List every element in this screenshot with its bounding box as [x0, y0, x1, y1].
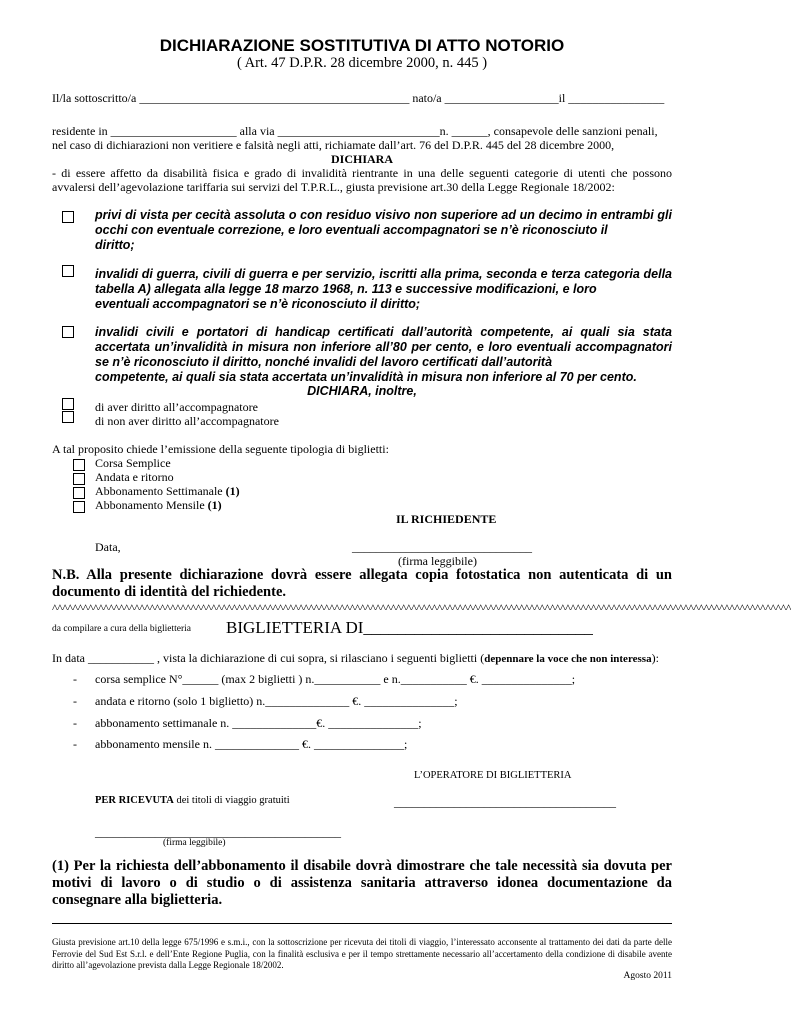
ticket-mensile-text: Abbonamento Mensile — [95, 498, 208, 512]
footnote-text: (1) Per la richiesta dell’abbonamento il disabile dovrà dimostrare che tale necessità sia dovuta per motivi di lavoro o di studio o di assistenza sanitaria attraverso idonea documentazione da consegnare alla biglietteria. — [52, 858, 672, 908]
item-dash-3: - — [73, 716, 77, 730]
category-1-body: privi di vista per cecità assoluta o con residuo visivo non superiore ad un decimo in entrambi gli occhi con eventuale correzione, e loro eventuali accompagnatori se n’è riconosciuto il — [95, 208, 672, 237]
in-data-bold: depennare la voce che non interessa — [484, 653, 652, 665]
dichiara-heading: DICHIARA — [330, 152, 393, 166]
accompagnatore-no-checkbox[interactable] — [62, 411, 74, 423]
tickets-intro: A tal proposito chiede l’emissione della seguente tipologia di biglietti: — [52, 442, 389, 456]
nb-notice: N.B. Alla presente dichiarazione dovrà essere allegata copia fotostatica non autenticata di un documento di identità del richiedente. — [52, 567, 672, 600]
item-dash-4: - — [73, 737, 77, 751]
ticket-mensile-footnote-mark: (1) — [207, 498, 222, 512]
category-1-text — [95, 208, 672, 253]
ricevuta-signature-line[interactable]: _________________________________________ — [95, 825, 341, 839]
document-subtitle: ( Art. 47 D.P.R. 28 dicembre 2000, n. 445 ) — [236, 55, 488, 71]
item-dash-1: - — [73, 672, 77, 686]
in-data-text: In data ___________ , vista la dichiarazione di cui sopra, si rilasciano i seguenti biglietti ( — [52, 651, 485, 665]
dichiara-text: - di essere affetto da disabilità fisica e grado di invalidità rientrante in una delle seguenti categorie di utenti che possono avvalersi dell’agevolazione tariffaria sui servizi del T.P.R.L., giusta previsione art.30 della Legge Regionale 18/2002: — [52, 166, 672, 194]
ticket-mensile-checkbox[interactable] — [73, 501, 85, 513]
personal-line-awareness: nel caso di dichiarazioni non veritiere e falsità negli atti, richiamate dall’art. 76 del D.P.R. 445 del 28 dicembre 2000, — [52, 138, 615, 152]
ticket-settimanale-footnote-mark: (1) — [225, 484, 240, 498]
category-3-body: invalidi civili e portatori di handicap certificati dall’autorità competente, ai quali sia stata accertata un’invalidità in misura non inferiore all’80 per cento, e loro eventuali accompagnatori se n’è riconosciuto il diritto, nonché invalidi del lavoro certificati dall’autorità — [95, 325, 672, 369]
inoltre-heading: DICHIARA, inoltre, — [307, 384, 417, 398]
operatore-label: L’OPERATORE DI BIGLIETTERIA — [414, 770, 572, 781]
biglietteria-caption: da compilare a cura della biglietteria — [52, 624, 191, 634]
category-2-checkbox[interactable] — [62, 265, 74, 277]
category-2-body: invalidi di guerra, civili di guerra e per servizio, iscritti alla prima, seconda e terza categoria della tabella A) allegata alla legge 18 marzo 1968, n. 113 e successive modificazioni, e loro — [95, 267, 672, 296]
category-2-text — [95, 267, 672, 312]
category-1-end: diritto; — [95, 238, 135, 252]
ticket-andata-ritorno-label: Andata e ritorno — [95, 470, 174, 484]
category-3-checkbox[interactable] — [62, 326, 74, 338]
item-mensile: abbonamento mensile n. ______________ €. _______________; — [95, 737, 408, 751]
privacy-notice: Giusta previsione art.10 della legge 675/1996 e s.m.i., con la sottoscrizione per ricevuta dei titoli di viaggio, l’interessato acconsente al trattamento dei dati da parte delle Ferrovie del Sud Est S.r.l. e dell’Ente Regione Puglia, con la finalità esclusiva e per il tempo strettamente necessario all’accertamento della condizione di disabile avente diritto all’agevolazione prevista dalla Legge Regionale 18/2002. — [52, 937, 672, 970]
item-dash-2: - — [73, 694, 77, 708]
ricevuta-rest: dei titoli di viaggio gratuiti — [173, 795, 290, 806]
category-3-end: competente, ai quali sia stata accertata un’invalidità in misura non inferiore al 70 per cento. — [95, 370, 637, 384]
category-1-checkbox[interactable] — [62, 211, 74, 223]
ticket-andata-ritorno-checkbox[interactable] — [73, 473, 85, 485]
ricevuta-line — [95, 795, 290, 806]
personal-line-name: Il/la sottoscritto/a _____________________________________________ nato/a ___________________il ________________ — [52, 91, 665, 105]
operatore-signature-line[interactable]: _____________________________________ — [394, 795, 616, 809]
category-3-text — [95, 325, 672, 385]
item-corsa-semplice: corsa semplice N°______ (max 2 biglietti ) n.___________ e n.___________ €. _______________; — [95, 672, 576, 686]
item-settimanale: abbonamento settimanale n. ______________€. _______________; — [95, 716, 422, 730]
richiedente-label: IL RICHIEDENTE — [396, 512, 497, 526]
ticket-settimanale-label — [95, 484, 240, 498]
accompagnatore-yes-label: di aver diritto all’accompagnatore — [95, 400, 258, 414]
in-data-end: ): — [651, 651, 659, 665]
richiedente-firma-caption: (firma leggibile) — [398, 554, 477, 568]
in-data-line — [52, 651, 659, 666]
ricevuta-bold: PER RICEVUTA — [95, 795, 174, 806]
item-andata-ritorno: andata e ritorno (solo 1 biglietto) n.______________ €. _______________; — [95, 694, 458, 708]
ticket-settimanale-text: Abbonamento Settimanale — [95, 484, 226, 498]
separator-waves: ^^^^^^^^^^^^^^^^^^^^^^^^^^^^^^^^^^^^^^^^^^^^^^^^^^^^^^^^^^^^^^^^^^^^^^^^^^^^^^^^^^^^^^^^^^^^^^^^^^^^^^^^^^^^^^^^^^^^^^^^^^^^^^^^^^^^^^^^^^^^^^^^ — [52, 601, 791, 615]
ticket-corsa-semplice-checkbox[interactable] — [73, 459, 85, 471]
accompanatore-yes-checkbox[interactable] — [62, 398, 74, 410]
accompagnatore-no-label: di non aver diritto all’accompagnatore — [95, 414, 279, 428]
document-date: Agosto 2011 — [623, 971, 672, 981]
category-2-end: eventuali accompagnatori se n’è riconosciuto il diritto; — [95, 297, 421, 311]
richiedente-signature-line[interactable]: ______________________________ — [352, 540, 532, 554]
ticket-mensile-label — [95, 498, 222, 512]
ticket-settimanale-checkbox[interactable] — [73, 487, 85, 499]
footer-divider — [52, 923, 672, 924]
ticket-corsa-semplice-label: Corsa Semplice — [95, 456, 171, 470]
document-title: DICHIARAZIONE SOSTITUTIVA DI ATTO NOTORIO — [159, 36, 565, 55]
biglietteria-title[interactable]: BIGLIETTERIA DI___________________________ — [226, 618, 593, 637]
personal-line-residence: residente in _____________________ alla via ___________________________n. ______, consapevole delle sanzioni penali, — [52, 124, 658, 138]
ricevuta-firma-caption: (firma leggibile) — [163, 838, 226, 848]
date-label: Data, — [95, 540, 121, 554]
